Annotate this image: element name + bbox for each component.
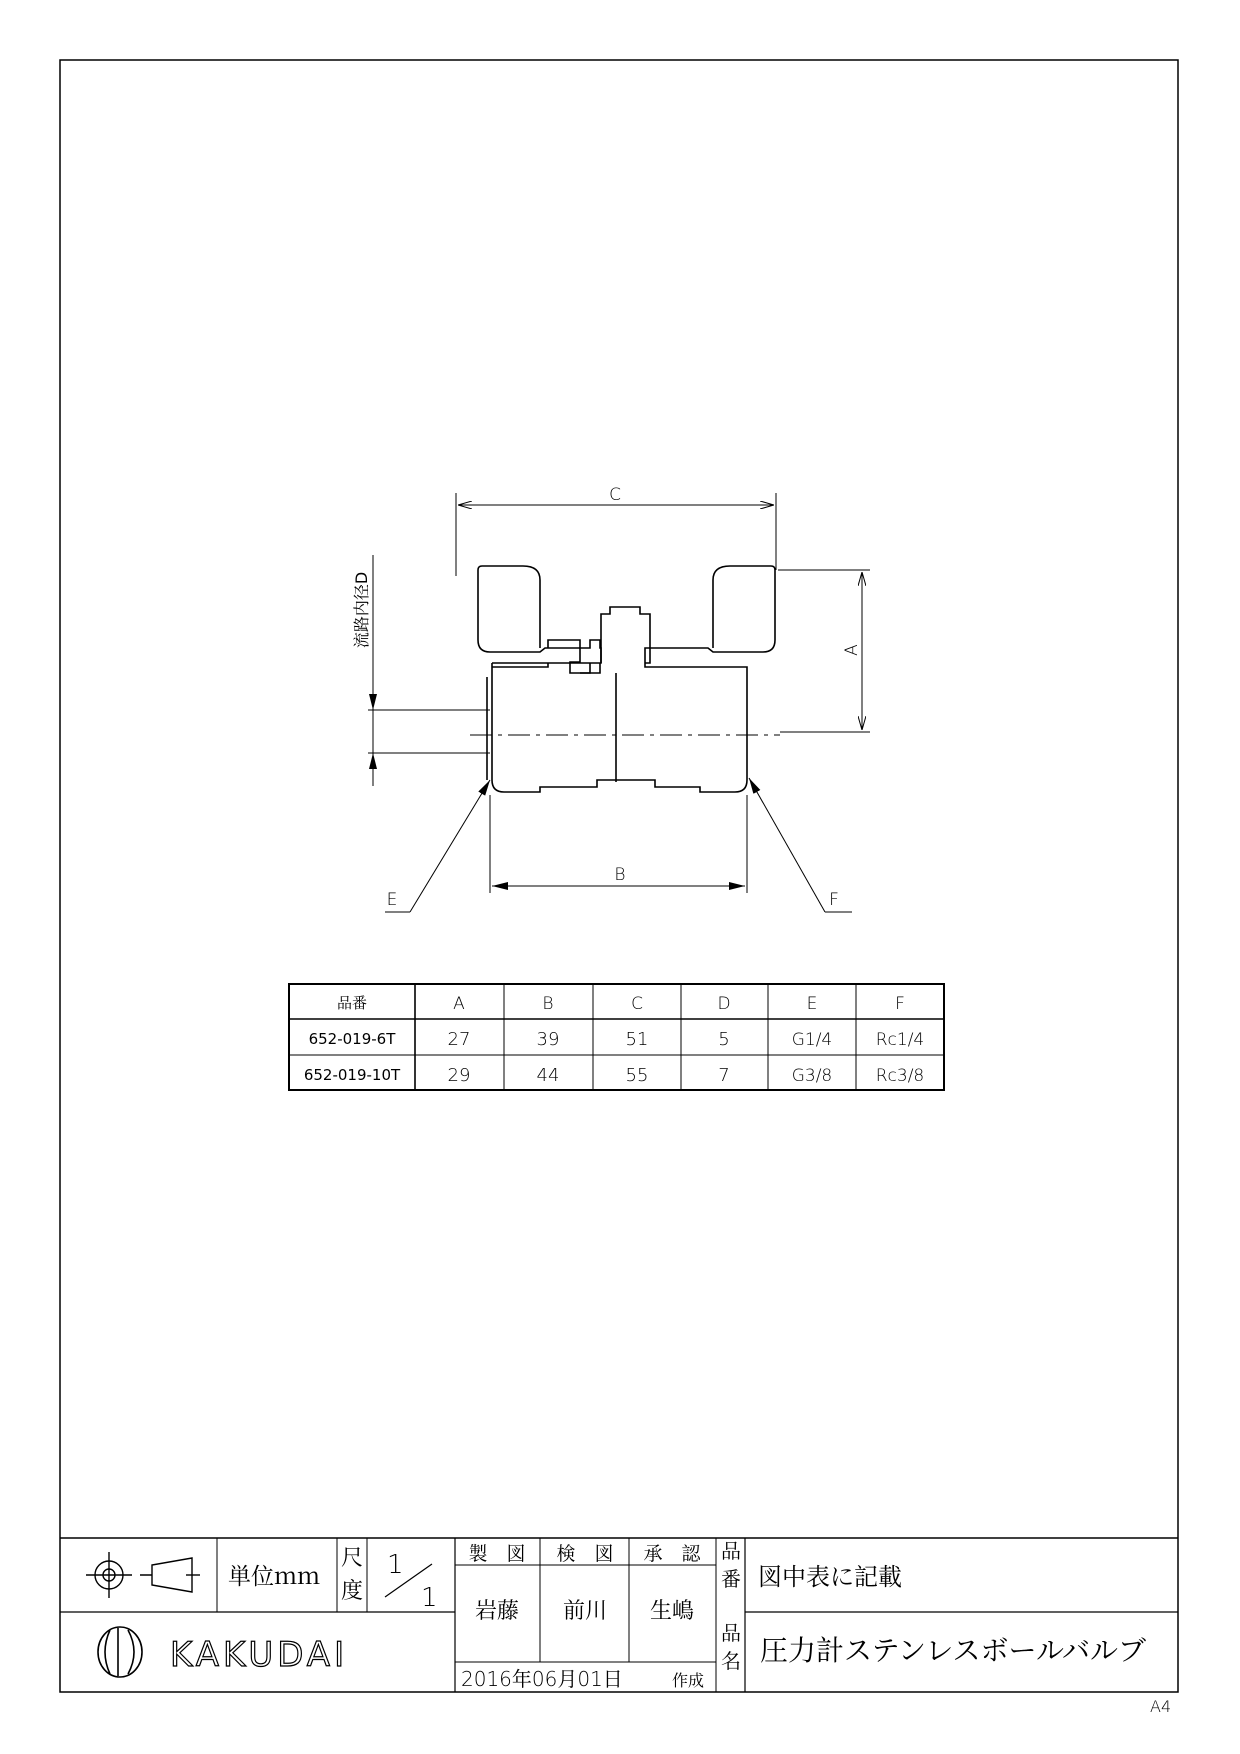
dim-label-b: B: [614, 865, 626, 885]
kakudai-logo-icon: [98, 1627, 142, 1677]
checked-label: 検 図: [556, 1543, 614, 1565]
table-cell: G1/4: [791, 1030, 833, 1050]
paper-size: A4: [1150, 1697, 1172, 1716]
table-cell: G3/8: [791, 1066, 833, 1086]
table-cell: 39: [536, 1029, 560, 1050]
title-block: [60, 1538, 1178, 1692]
table-cell: 44: [536, 1065, 560, 1086]
scale-label: 尺: [341, 1546, 364, 1571]
table-cell: 51: [625, 1029, 649, 1050]
approved-label: 承 認: [643, 1543, 701, 1565]
table-cell: Rc3/8: [875, 1066, 925, 1086]
dim-label-c: C: [609, 485, 621, 505]
right-handle: [645, 570, 775, 663]
part-name-value: 圧力計ステンレスボールバルブ: [760, 1634, 1146, 1667]
part-name-label: 名: [721, 1649, 741, 1673]
part-no-value: 図中表に記載: [758, 1563, 902, 1591]
table-cell: 55: [625, 1065, 649, 1086]
unit-label: 単位ｍｍ: [228, 1564, 320, 1590]
table-cell: 7: [718, 1065, 730, 1086]
drawn-by: 岩藤: [474, 1599, 520, 1624]
projection-symbol-icon: [86, 1552, 200, 1598]
drawn-label: 製 図: [468, 1543, 526, 1565]
table-header: E: [806, 994, 818, 1014]
valve-body: [492, 663, 747, 792]
table-cell: 652-019-10T: [303, 1066, 401, 1084]
scale-label: 度: [341, 1579, 364, 1604]
dim-label-d: 流路内径D: [352, 571, 371, 649]
leader-label-f: F: [829, 890, 839, 910]
table-header: 品番: [336, 994, 368, 1012]
table-header: B: [542, 994, 554, 1014]
part-no-label: 番: [721, 1567, 741, 1591]
leader-e: [385, 780, 490, 912]
table-cell: 5: [718, 1029, 730, 1050]
approved-by: 生嶋: [649, 1599, 695, 1624]
valve-drawing: [478, 566, 775, 792]
table-cell: 29: [447, 1065, 471, 1086]
table-header: D: [717, 994, 731, 1014]
created-label: 作成: [672, 1671, 705, 1690]
table-cell: 27: [447, 1029, 471, 1050]
scale-denominator: 1: [421, 1583, 438, 1613]
dimension-c: [456, 493, 776, 576]
table-cell: Rc1/4: [875, 1030, 925, 1050]
creation-date: 2016年06月01日: [461, 1667, 623, 1691]
dimension-d: [368, 555, 490, 786]
brand-wordmark: KAKUDAI: [170, 1635, 349, 1675]
table-cell: 652-019-6T: [308, 1030, 396, 1048]
table-header: F: [895, 994, 905, 1014]
part-name-label: 品: [721, 1621, 741, 1645]
dim-label-a: A: [842, 644, 862, 656]
part-no-label: 品: [721, 1539, 741, 1563]
leader-label-e: E: [386, 890, 398, 910]
table-header: C: [631, 994, 643, 1014]
checked-by: 前川: [562, 1599, 608, 1624]
scale-numerator: 1: [387, 1550, 404, 1580]
spec-table: [289, 984, 944, 1090]
table-header: A: [453, 994, 465, 1014]
